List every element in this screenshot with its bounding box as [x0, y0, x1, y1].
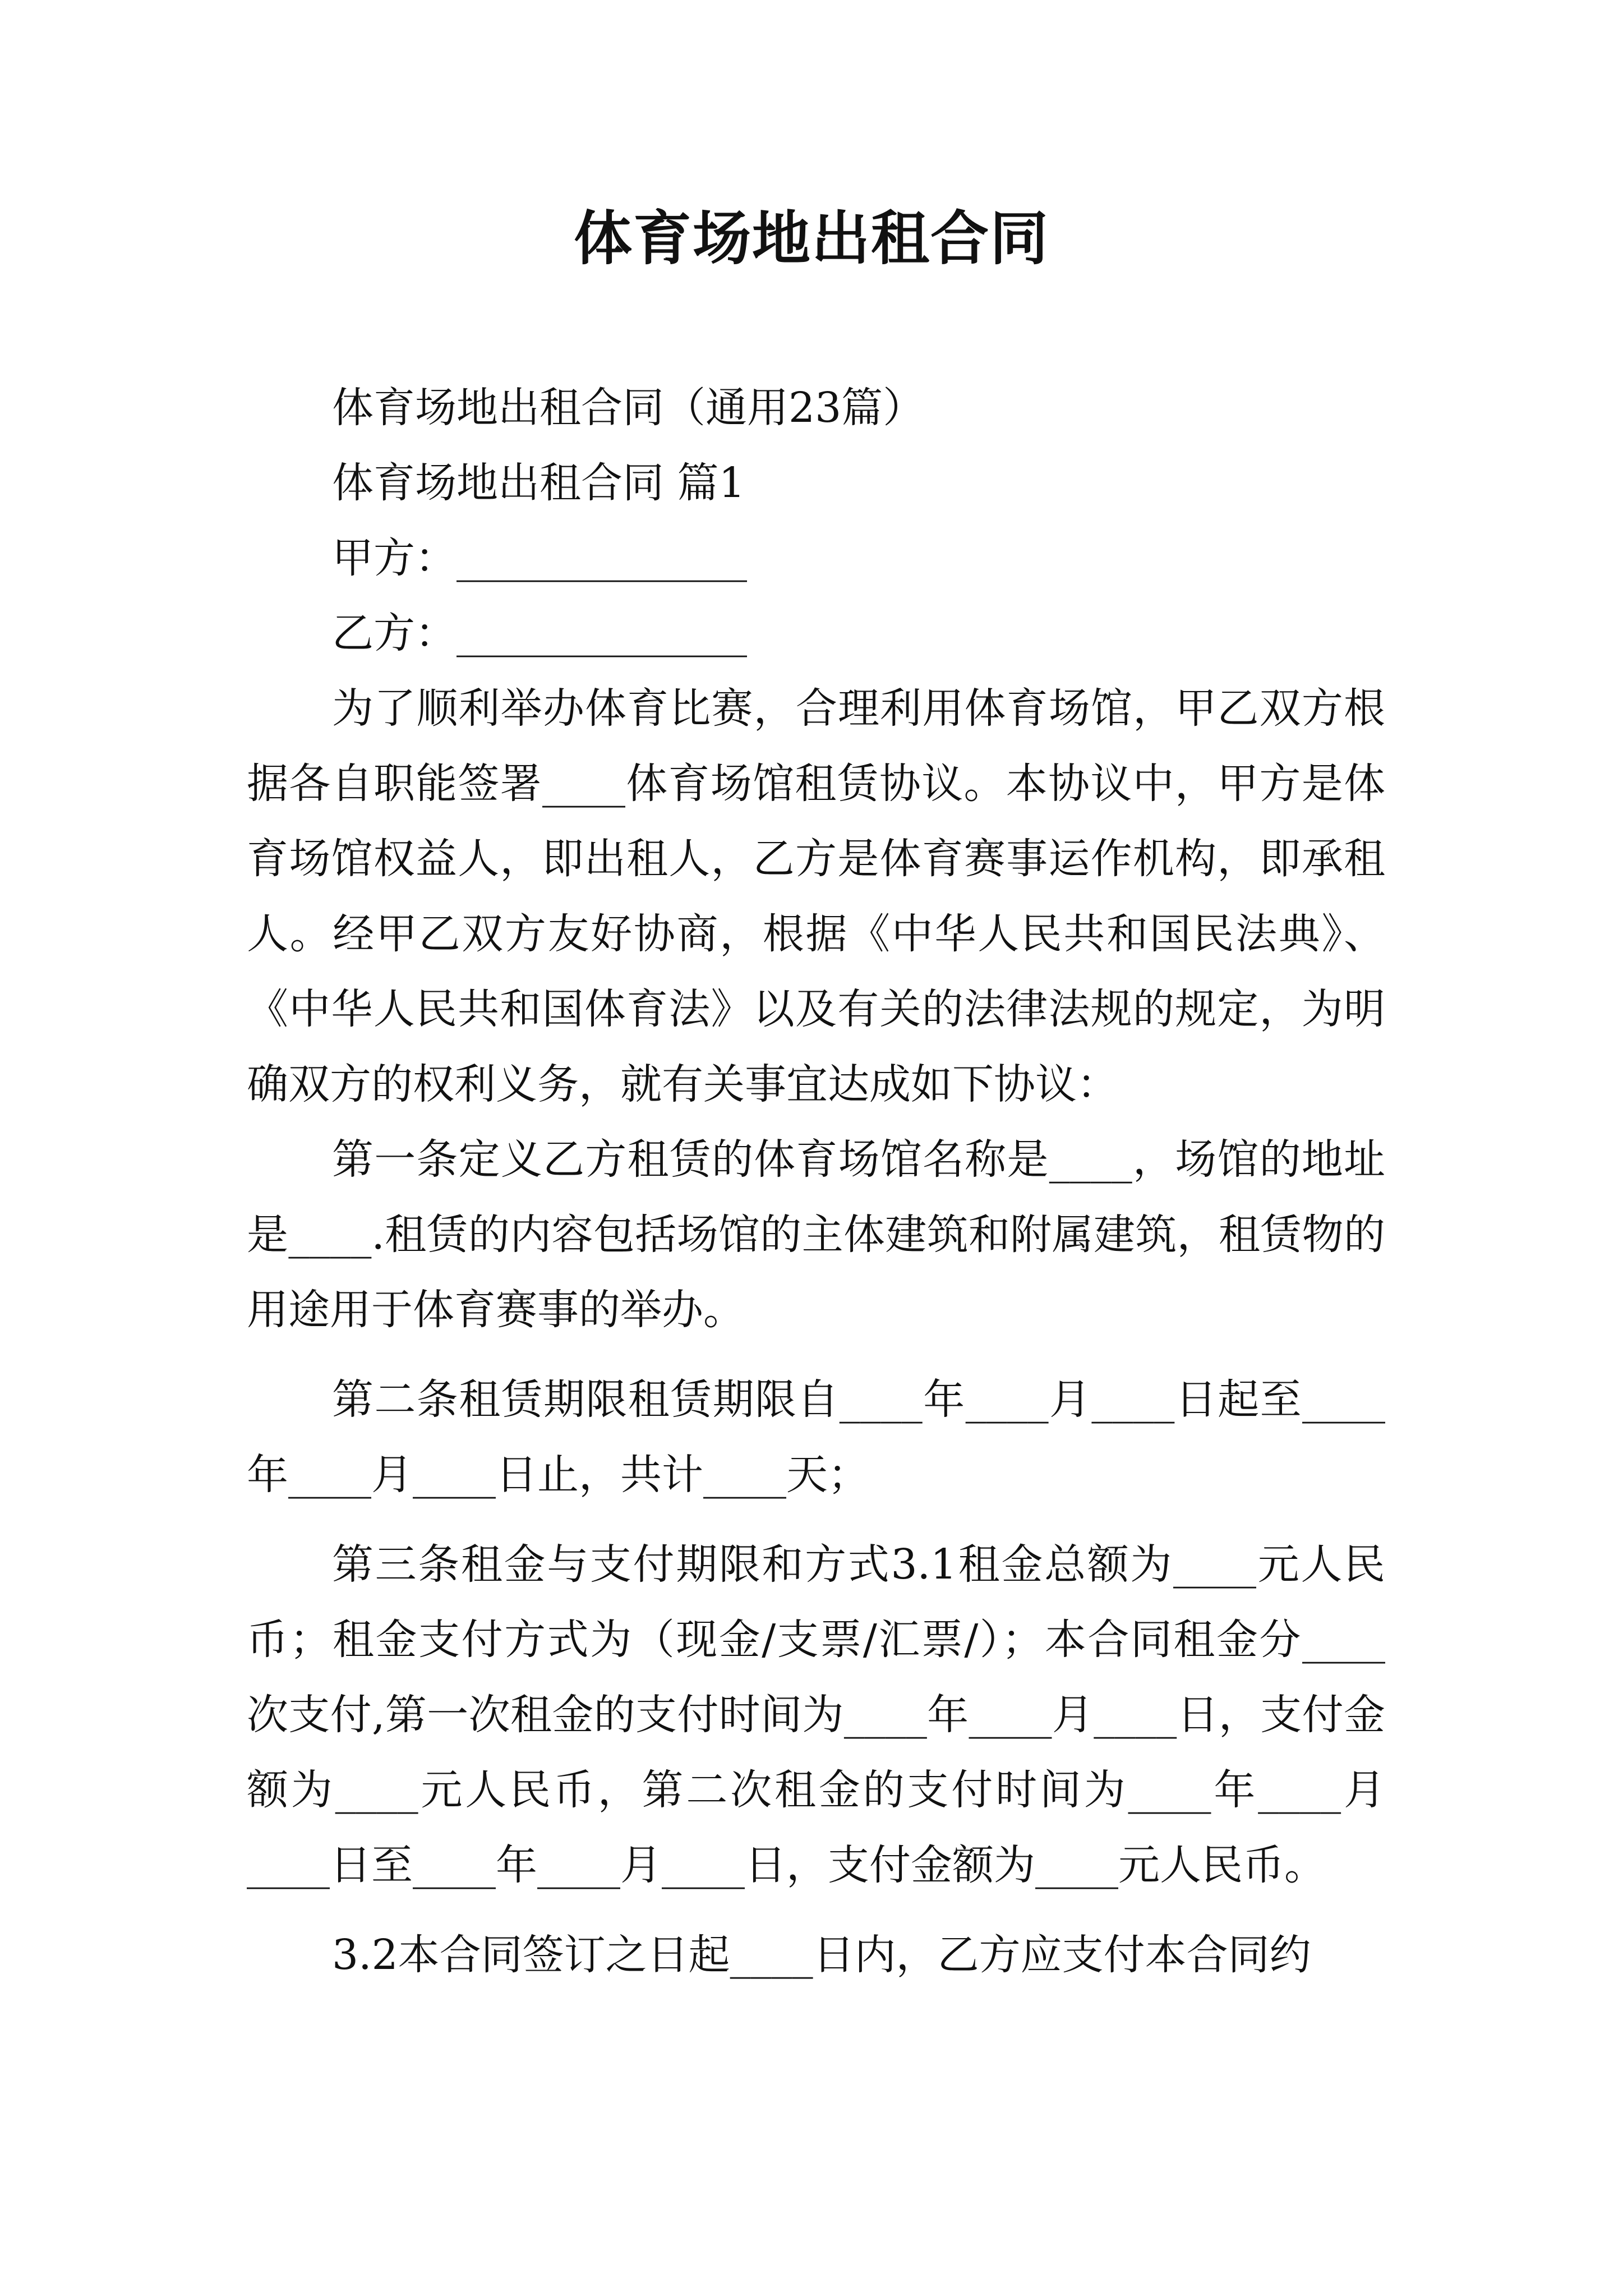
party-b-line: 乙方：______________ — [332, 609, 747, 657]
doc-subtitle: 体育场地出租合同（通用23篇） — [332, 384, 925, 432]
article-2-paragraph: 第二条租赁期限租赁期限自____年____月____日起至____年____月____日止，共计____天； — [247, 1375, 1385, 1499]
document-title: 体育场地出租合同 — [573, 204, 1049, 273]
article-3-paragraph: 第三条租金与支付期限和方式3.1租金总额为____元人民币；租金支付方式为（现金/支票/汇票/）；本合同租金分____次支付,第一次租金的支付时间为____年____月____日，支付金额为____元人民币，第二次租金的支付时间为____年____月____日至____年____月____日，支付金额为____元人民币。 — [247, 1540, 1385, 1889]
party-a-line: 甲方：______________ — [332, 534, 747, 582]
preamble-paragraph: 为了顺利举办体育比赛，合理利用体育场馆，甲乙双方根据各自职能签署____体育场馆租赁协议。本协议中，甲方是体育场馆权益人，即出租人，乙方是体育赛事运作机构，即承租人。经甲乙双方友好协商，根据《中华人民共和国民法典》、《中华人民共和国体育法》以及有关的法律法规的规定，为明确双方的权利义务，就有关事宜达成如下协议： — [247, 684, 1385, 1108]
clause-3-2-paragraph: 3.2本合同签订之日起____日内，乙方应支付本合同约 — [332, 1931, 1311, 1979]
document-body — [247, 370, 1385, 1993]
section-heading: 体育场地出租合同 篇1 — [332, 459, 745, 507]
article-1-paragraph: 第一条定义乙方租赁的体育场馆名称是____，场馆的地址是____.租赁的内容包括场馆的主体建筑和附属建筑，租赁物的用途用于体育赛事的举办。 — [247, 1135, 1385, 1334]
